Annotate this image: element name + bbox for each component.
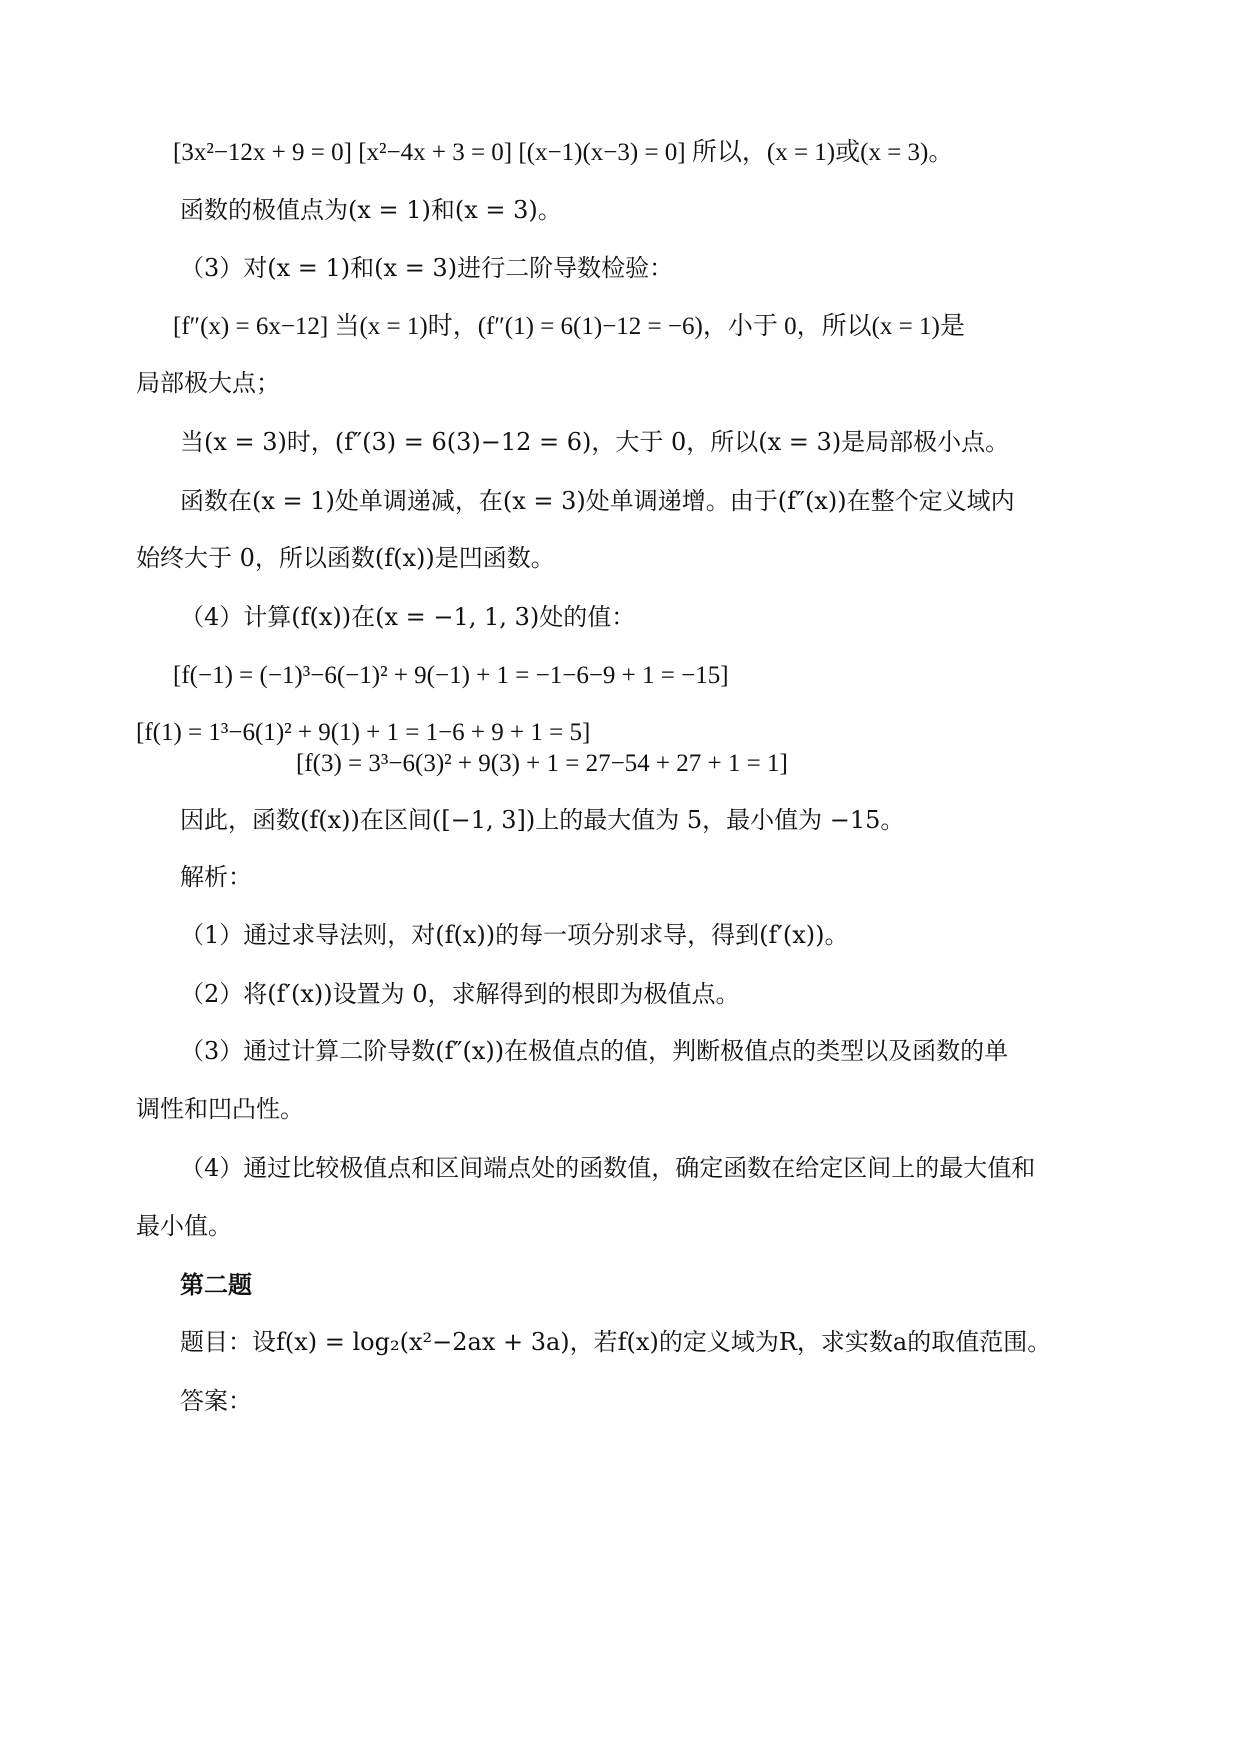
text-line: （1）通过求导法则，对(f(x))的每一项分别求导，得到(f′(x))。 [180,921,849,949]
text-line: 函数在(x = 1)处单调递减，在(x = 3)处单调递增。由于(f″(x))在整个定义域内 [180,487,1015,515]
text-line: 始终大于 0，所以函数(f(x))是凹函数。 [136,544,555,572]
text-line: （4）通过比较极值点和区间端点处的函数值，确定函数在给定区间上的最大值和 [180,1154,1036,1182]
text-line: 当(x = 3)时，(f″(3) = 6(3)−12 = 6)，大于 0，所以(x = 3)是局部极小点。 [180,428,1010,456]
text-line: （3）通过计算二阶导数(f″(x))在极值点的值，判断极值点的类型以及函数的单 [180,1037,1009,1065]
text-line: 解析： [180,863,252,891]
text-line: （3）对(x = 1)和(x = 3)进行二阶导数检验： [180,254,674,282]
text-line: 调性和凹凸性。 [136,1095,304,1123]
text-line: [f″(x) = 6x−12] 当(x = 1)时，(f″(1) = 6(1)−12 = −6)，小于 0，所以(x = 1)是 [173,313,965,340]
equation-line: [f(−1) = (−1)³−6(−1)² + 9(−1) + 1 = −1−6−9 + 1 = −15] [173,662,729,689]
equation-line: [f(3) = 3³−6(3)² + 9(3) + 1 = 27−54 + 27 + 1 = 1] [296,750,788,777]
text-line: 答案： [180,1387,252,1415]
text-line: 最小值。 [136,1212,232,1240]
text-line: 函数的极值点为(x = 1)和(x = 3)。 [180,196,562,224]
section-heading: 第二题 [180,1271,252,1299]
text-line: （4）计算(f(x))在(x = −1, 1, 3)处的值： [180,603,636,631]
equation-line: [f(1) = 1³−6(1)² + 9(1) + 1 = 1−6 + 9 + 1 = 5] [136,719,591,746]
text-line: [3x²−12x + 9 = 0] [x²−4x + 3 = 0] [(x−1)(x−3) = 0] 所以，(x = 1)或(x = 3)。 [173,139,954,166]
text-line: 局部极大点； [136,369,280,397]
text-line: （2）将(f′(x))设置为 0，求解得到的根即为极值点。 [180,980,740,1008]
text-line: 题目：设f(x) = log₂(x²−2ax + 3a)，若f(x)的定义域为R，求实数a的取值范围。 [180,1328,1052,1356]
text-line: 因此，函数(f(x))在区间([−1, 3])上的最大值为 5，最小值为 −15。 [180,806,905,834]
